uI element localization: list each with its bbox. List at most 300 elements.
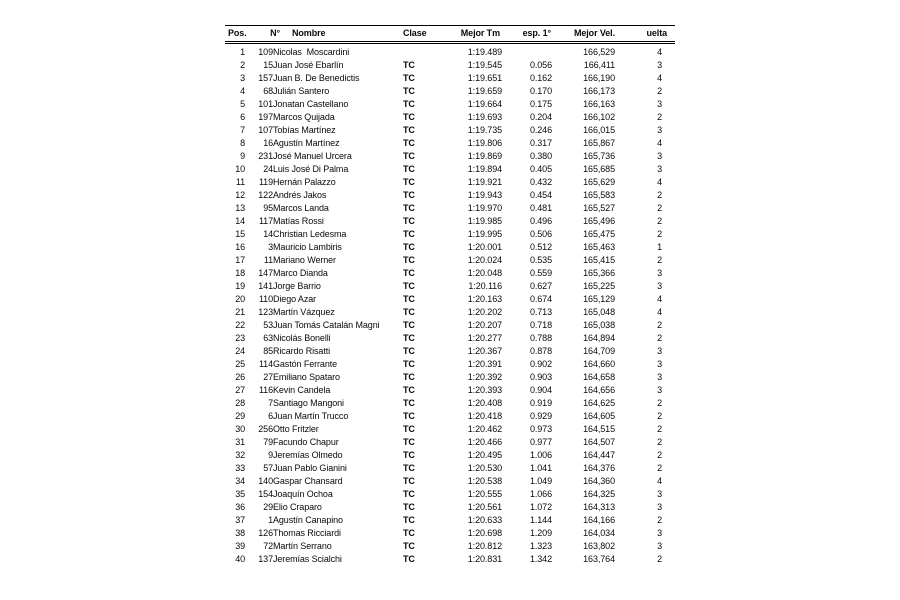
class-cell: TC: [403, 306, 415, 317]
row-padding-cell: [662, 526, 675, 539]
table-row: [225, 318, 675, 331]
class-cell: TC: [403, 202, 415, 213]
gap-cell: 0.481: [529, 202, 552, 213]
position-cell: 22: [235, 319, 245, 330]
car-number-cell: 122: [258, 189, 273, 200]
row-padding-cell: [662, 227, 675, 240]
driver-name-cell: Facundo Chapur: [273, 436, 339, 447]
column-header-class: Clase: [403, 28, 427, 38]
lap-cell: 3: [657, 150, 662, 161]
table-row: [225, 84, 675, 97]
class-cell: TC: [403, 150, 415, 161]
lap-cell: 3: [657, 488, 662, 499]
gap-cell: 1.072: [529, 501, 552, 512]
driver-name-cell: Marcos Quijada: [273, 111, 335, 122]
lap-cell: 2: [657, 202, 662, 213]
row-padding-cell: [662, 162, 675, 175]
gap-cell: 0.674: [529, 293, 552, 304]
driver-name-cell: Tobías Martínez: [273, 124, 336, 135]
gap-cell: 0.204: [529, 111, 552, 122]
row-padding-cell: [662, 266, 675, 279]
row-padding-cell: [662, 201, 675, 214]
table-row: [225, 71, 675, 84]
table-row: [225, 214, 675, 227]
lap-cell: 3: [657, 98, 662, 109]
car-number-cell: 68: [263, 85, 273, 96]
position-cell: 28: [235, 397, 245, 408]
best-speed-cell: 164,376: [583, 462, 615, 473]
car-number-cell: 109: [258, 46, 273, 57]
position-cell: 21: [235, 306, 245, 317]
position-cell: 1: [240, 46, 245, 57]
best-time-cell: 1:20.202: [467, 306, 502, 317]
car-number-cell: 116: [258, 384, 273, 395]
row-padding-cell: [662, 344, 675, 357]
gap-cell: 0.454: [529, 189, 552, 200]
driver-name-cell: Juan B. De Benedictis: [273, 72, 360, 83]
table-row: [225, 331, 675, 344]
lap-cell: 3: [657, 267, 662, 278]
class-cell: TC: [403, 514, 415, 525]
table-row: [225, 279, 675, 292]
lap-cell: 2: [657, 85, 662, 96]
car-number-cell: 9: [268, 449, 273, 460]
best-speed-cell: 165,629: [583, 176, 615, 187]
results-table: [225, 45, 675, 565]
row-padding-cell: [662, 71, 675, 84]
car-number-cell: 24: [263, 163, 273, 174]
position-cell: 2: [240, 59, 245, 70]
car-number-cell: 7: [268, 397, 273, 408]
row-padding-cell: [662, 58, 675, 71]
gap-cell: 1.323: [529, 540, 552, 551]
car-number-cell: 29: [263, 501, 273, 512]
driver-name-cell: Jorge Barrio: [273, 280, 321, 291]
best-time-cell: 1:20.392: [467, 371, 502, 382]
best-speed-cell: 163,764: [583, 553, 615, 564]
best-time-cell: 1:19.943: [467, 189, 502, 200]
class-cell: TC: [403, 319, 415, 330]
position-cell: 37: [235, 514, 245, 525]
lap-cell: 2: [657, 189, 662, 200]
position-cell: 14: [235, 215, 245, 226]
best-time-cell: 1:19.489: [467, 46, 502, 57]
column-header-driver-name: Nombre: [292, 28, 326, 38]
gap-cell: 0.919: [529, 397, 552, 408]
class-cell: TC: [403, 410, 415, 421]
driver-name-cell: José Manuel Urcera: [273, 150, 352, 161]
car-number-cell: 63: [263, 332, 273, 343]
best-speed-cell: 165,867: [583, 137, 615, 148]
driver-name-cell: Juan Pablo Gianini: [273, 462, 347, 473]
table-header-row: [225, 25, 675, 44]
table-row: [225, 305, 675, 318]
best-time-cell: 1:20.277: [467, 332, 502, 343]
best-speed-cell: 164,166: [583, 514, 615, 525]
column-header-lap: uelta: [646, 28, 667, 38]
car-number-cell: 15: [263, 59, 273, 70]
row-padding-cell: [662, 461, 675, 474]
position-cell: 39: [235, 540, 245, 551]
gap-cell: 0.977: [529, 436, 552, 447]
lap-cell: 4: [657, 306, 662, 317]
best-speed-cell: 165,129: [583, 293, 615, 304]
best-time-cell: 1:20.367: [467, 345, 502, 356]
driver-name-cell: Martín Vázquez: [273, 306, 335, 317]
row-padding-cell: [662, 253, 675, 266]
row-padding-cell: [662, 305, 675, 318]
table-row: [225, 175, 675, 188]
car-number-cell: 1: [268, 514, 273, 525]
lap-cell: 2: [657, 436, 662, 447]
class-cell: TC: [403, 137, 415, 148]
position-cell: 3: [240, 72, 245, 83]
position-cell: 35: [235, 488, 245, 499]
gap-cell: 0.535: [529, 254, 552, 265]
lap-cell: 3: [657, 540, 662, 551]
table-row: [225, 253, 675, 266]
position-cell: 20: [235, 293, 245, 304]
row-padding-cell: [662, 84, 675, 97]
lap-cell: 3: [657, 527, 662, 538]
lap-cell: 2: [657, 423, 662, 434]
row-padding-cell: [662, 318, 675, 331]
driver-name-cell: Otto Fritzler: [273, 423, 319, 434]
best-time-cell: 1:20.495: [467, 449, 502, 460]
position-cell: 6: [240, 111, 245, 122]
class-cell: TC: [403, 436, 415, 447]
lap-cell: 3: [657, 124, 662, 135]
class-cell: TC: [403, 111, 415, 122]
car-number-cell: 95: [263, 202, 273, 213]
row-padding-cell: [662, 448, 675, 461]
lap-cell: 4: [657, 475, 662, 486]
position-cell: 8: [240, 137, 245, 148]
best-speed-cell: 165,225: [583, 280, 615, 291]
best-time-cell: 1:19.659: [467, 85, 502, 96]
table-row: [225, 149, 675, 162]
car-number-cell: 119: [258, 176, 273, 187]
class-cell: TC: [403, 501, 415, 512]
class-cell: TC: [403, 98, 415, 109]
row-padding-cell: [662, 396, 675, 409]
class-cell: TC: [403, 553, 415, 564]
position-cell: 24: [235, 345, 245, 356]
car-number-cell: 27: [263, 371, 273, 382]
best-time-cell: 1:19.735: [467, 124, 502, 135]
lap-cell: 2: [657, 332, 662, 343]
position-cell: 25: [235, 358, 245, 369]
row-padding-cell: [662, 175, 675, 188]
best-speed-cell: 165,496: [583, 215, 615, 226]
row-padding-cell: [662, 500, 675, 513]
row-padding-cell: [662, 240, 675, 253]
best-speed-cell: 166,190: [583, 72, 615, 83]
best-time-cell: 1:20.207: [467, 319, 502, 330]
car-number-cell: 14: [263, 228, 273, 239]
driver-name-cell: Nicolas Moscardini: [273, 46, 350, 57]
lap-cell: 4: [657, 72, 662, 83]
table-row: [225, 292, 675, 305]
class-cell: TC: [403, 189, 415, 200]
best-time-cell: 1:20.024: [467, 254, 502, 265]
best-speed-cell: 165,038: [583, 319, 615, 330]
best-speed-cell: 165,475: [583, 228, 615, 239]
best-speed-cell: 165,736: [583, 150, 615, 161]
best-time-cell: 1:20.530: [467, 462, 502, 473]
table-row: [225, 383, 675, 396]
best-speed-cell: 165,685: [583, 163, 615, 174]
best-speed-cell: 164,507: [583, 436, 615, 447]
best-speed-cell: 164,894: [583, 332, 615, 343]
best-time-cell: 1:19.545: [467, 59, 502, 70]
lap-cell: 2: [657, 319, 662, 330]
car-number-cell: 117: [258, 215, 273, 226]
table-row: [225, 396, 675, 409]
driver-name-cell: Kevin Candela: [273, 384, 331, 395]
driver-name-cell: Joaquín Ochoa: [273, 488, 333, 499]
table-row: [225, 422, 675, 435]
best-speed-cell: 164,660: [583, 358, 615, 369]
table-row: [225, 162, 675, 175]
best-time-cell: 1:20.698: [467, 527, 502, 538]
car-number-cell: 114: [258, 358, 273, 369]
lap-cell: 4: [657, 137, 662, 148]
row-padding-cell: [662, 188, 675, 201]
gap-cell: [502, 45, 552, 58]
gap-cell: 0.317: [529, 137, 552, 148]
table-row: [225, 370, 675, 383]
car-number-cell: 57: [263, 462, 273, 473]
driver-name-cell: Juan José Ebarlín: [273, 59, 344, 70]
class-cell: TC: [403, 163, 415, 174]
class-cell: TC: [403, 241, 415, 252]
position-cell: 4: [240, 85, 245, 96]
table-row: [225, 500, 675, 513]
position-cell: 5: [240, 98, 245, 109]
column-header-position: Pos.: [228, 28, 247, 38]
best-time-cell: 1:20.466: [467, 436, 502, 447]
best-time-cell: 1:19.869: [467, 150, 502, 161]
gap-cell: 0.627: [529, 280, 552, 291]
class-cell: TC: [403, 332, 415, 343]
gap-cell: 0.432: [529, 176, 552, 187]
driver-name-cell: Jeremías Olmedo: [273, 449, 343, 460]
gap-cell: 1.066: [529, 488, 552, 499]
best-speed-cell: 165,463: [583, 241, 615, 252]
driver-name-cell: Matías Rossi: [273, 215, 324, 226]
driver-name-cell: Martín Serrano: [273, 540, 332, 551]
lap-cell: 2: [657, 397, 662, 408]
lap-cell: 2: [657, 449, 662, 460]
class-cell: TC: [403, 85, 415, 96]
best-speed-cell: 164,656: [583, 384, 615, 395]
car-number-cell: 137: [258, 553, 273, 564]
best-speed-cell: 164,709: [583, 345, 615, 356]
table-row: [225, 448, 675, 461]
car-number-cell: 141: [258, 280, 273, 291]
gap-cell: 0.718: [529, 319, 552, 330]
table-row: [225, 123, 675, 136]
lap-cell: 2: [657, 228, 662, 239]
lap-cell: 2: [657, 111, 662, 122]
driver-name-cell: Agustín Canapino: [273, 514, 343, 525]
car-number-cell: 107: [258, 124, 273, 135]
row-padding-cell: [662, 474, 675, 487]
car-number-cell: 101: [258, 98, 273, 109]
position-cell: 12: [235, 189, 245, 200]
driver-name-cell: Mauricio Lambiris: [273, 241, 342, 252]
table-row: [225, 188, 675, 201]
class-cell: TC: [403, 384, 415, 395]
class-cell: TC: [403, 423, 415, 434]
best-speed-cell: 166,173: [583, 85, 615, 96]
row-padding-cell: [662, 123, 675, 136]
table-row: [225, 357, 675, 370]
driver-name-cell: Christian Ledesma: [273, 228, 347, 239]
table-row: [225, 201, 675, 214]
car-number-cell: 157: [258, 72, 273, 83]
best-speed-cell: 164,325: [583, 488, 615, 499]
class-cell: [403, 45, 465, 58]
table-row: [225, 344, 675, 357]
best-time-cell: 1:19.985: [467, 215, 502, 226]
position-cell: 40: [235, 553, 245, 564]
driver-name-cell: Jeremías Scialchi: [273, 553, 342, 564]
lap-cell: 3: [657, 59, 662, 70]
table-row: [225, 526, 675, 539]
gap-cell: 1.006: [529, 449, 552, 460]
class-cell: TC: [403, 267, 415, 278]
best-speed-cell: 164,515: [583, 423, 615, 434]
best-time-cell: 1:20.001: [467, 241, 502, 252]
row-padding-cell: [662, 513, 675, 526]
best-time-cell: 1:20.048: [467, 267, 502, 278]
best-time-cell: 1:20.633: [467, 514, 502, 525]
lap-cell: 4: [657, 46, 662, 57]
row-padding-cell: [662, 136, 675, 149]
row-padding-cell: [662, 435, 675, 448]
lap-cell: 2: [657, 254, 662, 265]
class-cell: TC: [403, 228, 415, 239]
best-time-cell: 1:20.812: [467, 540, 502, 551]
gap-cell: 1.041: [529, 462, 552, 473]
car-number-cell: 154: [258, 488, 273, 499]
table-row: [225, 435, 675, 448]
driver-name-cell: Diego Azar: [273, 293, 317, 304]
best-speed-cell: 165,048: [583, 306, 615, 317]
gap-cell: 0.929: [529, 410, 552, 421]
best-speed-cell: 166,163: [583, 98, 615, 109]
class-cell: TC: [403, 449, 415, 460]
driver-name-cell: Juan Tomás Catalán Magni: [273, 319, 380, 330]
driver-name-cell: Agustín Martínez: [273, 137, 340, 148]
gap-cell: 0.973: [529, 423, 552, 434]
car-number-cell: 126: [258, 527, 273, 538]
driver-name-cell: Andrés Jakos: [273, 189, 327, 200]
best-speed-cell: 165,415: [583, 254, 615, 265]
table-row: [225, 240, 675, 253]
best-time-cell: 1:20.538: [467, 475, 502, 486]
position-cell: 23: [235, 332, 245, 343]
car-number-cell: 110: [258, 293, 273, 304]
table-row: [225, 461, 675, 474]
lap-cell: 2: [657, 215, 662, 226]
class-cell: TC: [403, 488, 415, 499]
gap-cell: 0.904: [529, 384, 552, 395]
class-cell: TC: [403, 254, 415, 265]
gap-cell: 0.506: [529, 228, 552, 239]
best-time-cell: 1:19.806: [467, 137, 502, 148]
gap-cell: 0.902: [529, 358, 552, 369]
driver-name-cell: Santiago Mangoni: [273, 397, 344, 408]
position-cell: 34: [235, 475, 245, 486]
driver-name-cell: Juan Martín Trucco: [273, 410, 349, 421]
gap-cell: 1.342: [529, 553, 552, 564]
class-cell: TC: [403, 72, 415, 83]
gap-cell: 0.878: [529, 345, 552, 356]
column-header-car-number: N°: [270, 28, 280, 38]
driver-name-cell: Emiliano Spataro: [273, 371, 340, 382]
car-number-cell: 16: [263, 137, 273, 148]
car-number-cell: 85: [263, 345, 273, 356]
driver-name-cell: Elio Craparo: [273, 501, 322, 512]
gap-cell: 1.144: [529, 514, 552, 525]
class-cell: TC: [403, 124, 415, 135]
row-padding-cell: [662, 97, 675, 110]
lap-cell: 3: [657, 384, 662, 395]
table-row: [225, 266, 675, 279]
row-padding-cell: [662, 45, 675, 58]
driver-name-cell: Gaspar Chansard: [273, 475, 343, 486]
position-cell: 15: [235, 228, 245, 239]
best-time-cell: 1:19.651: [467, 72, 502, 83]
best-time-cell: 1:19.921: [467, 176, 502, 187]
best-time-cell: 1:19.995: [467, 228, 502, 239]
row-padding-cell: [662, 292, 675, 305]
table-row: [225, 552, 675, 565]
position-cell: 11: [235, 176, 245, 187]
table-row: [225, 409, 675, 422]
best-time-cell: 1:20.831: [467, 553, 502, 564]
class-cell: TC: [403, 462, 415, 473]
lap-cell: 3: [657, 358, 662, 369]
position-cell: 16: [235, 241, 245, 252]
best-speed-cell: 164,605: [583, 410, 615, 421]
car-number-cell: 3: [268, 241, 273, 252]
car-number-cell: 231: [258, 150, 273, 161]
best-time-cell: 1:20.163: [467, 293, 502, 304]
lap-cell: 2: [657, 410, 662, 421]
table-row: [225, 136, 675, 149]
class-cell: TC: [403, 176, 415, 187]
gap-cell: 0.056: [529, 59, 552, 70]
gap-cell: 0.170: [529, 85, 552, 96]
lap-cell: 4: [657, 293, 662, 304]
best-time-cell: 1:20.462: [467, 423, 502, 434]
row-padding-cell: [662, 357, 675, 370]
gap-cell: 0.788: [529, 332, 552, 343]
position-cell: 27: [235, 384, 245, 395]
table-row: [225, 539, 675, 552]
class-cell: TC: [403, 527, 415, 538]
best-speed-cell: 164,034: [583, 527, 615, 538]
lap-cell: 2: [657, 553, 662, 564]
best-speed-cell: 164,313: [583, 501, 615, 512]
driver-name-cell: Thomas Ricciardi: [273, 527, 341, 538]
class-cell: TC: [403, 397, 415, 408]
driver-name-cell: Jonatan Castellano: [273, 98, 349, 109]
